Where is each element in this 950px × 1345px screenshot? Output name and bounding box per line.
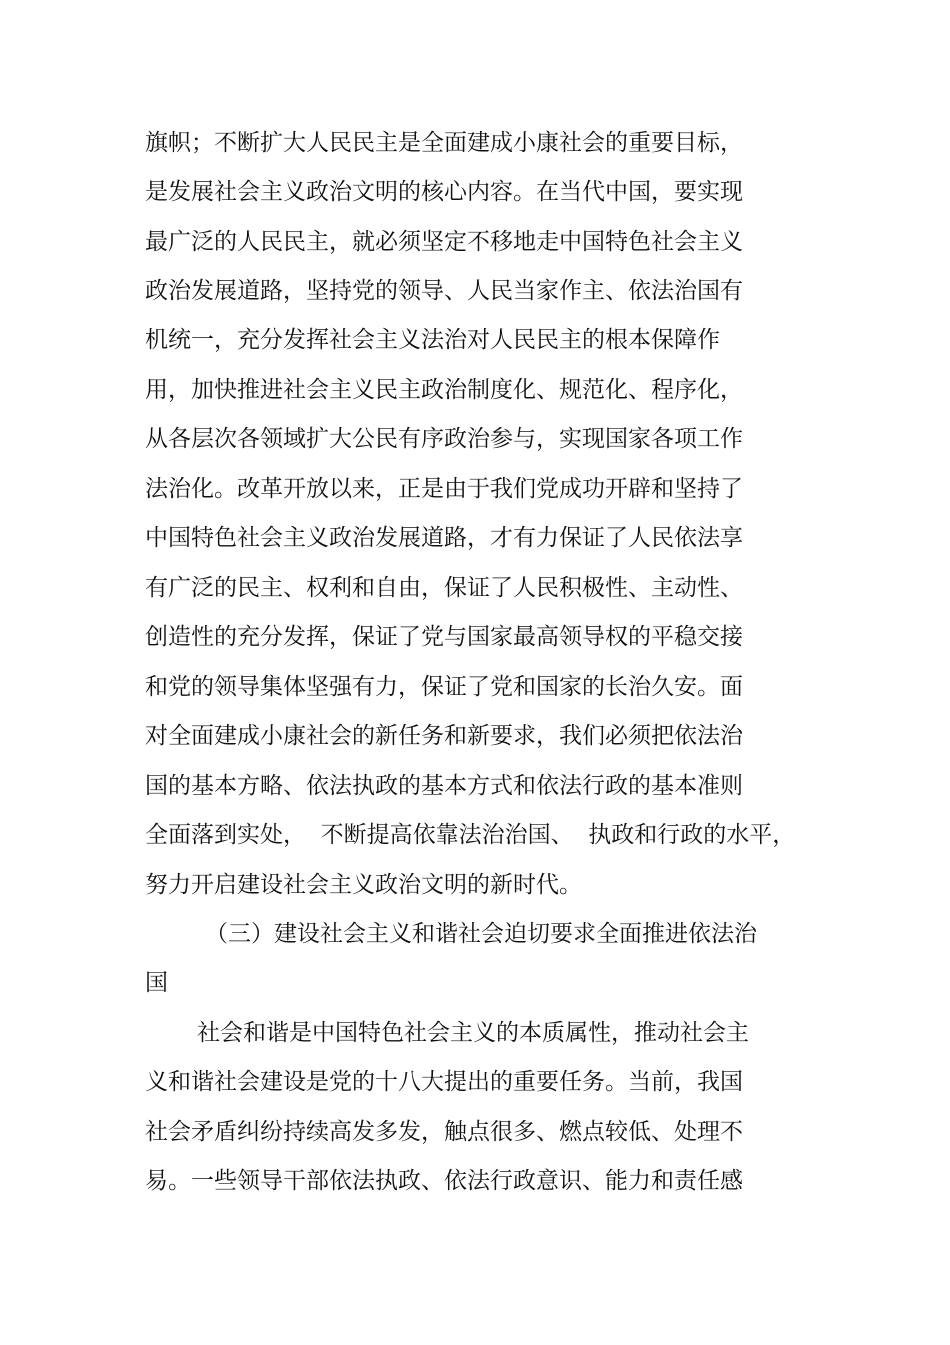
text-line: 从各层次各领域扩大公民有序政治参与，实现国家各项工作 — [145, 426, 743, 452]
text-line: 政治发展道路，坚持党的领导、人民当家作主、依法治国有 — [145, 278, 743, 304]
text-line: 用，加快推进社会主义民主政治制度化、规范化、程序化， — [145, 377, 743, 403]
text-line: 最广泛的人民民主，就必须坚定不移地走中国特色社会主义 — [145, 229, 743, 255]
text-line: 有广泛的民主、权利和自由，保证了人民积极性、主动性、 — [145, 575, 743, 601]
text-line: 法治化。改革开放以来，正是由于我们党成功开辟和坚持了 — [145, 476, 743, 502]
text-line: 全面落到实处， 不断提高依靠法治治国、 执政和行政的水平， — [145, 822, 796, 848]
text-line: 努力开启建设社会主义政治文明的新时代。 — [145, 872, 582, 898]
text-line: 和党的领导集体坚强有力，保证了党和国家的长治久安。面 — [145, 674, 743, 700]
text-line: 中国特色社会主义政治发展道路，才有力保证了人民依法享 — [145, 525, 743, 551]
text-line: 旗帜；不断扩大人民民主是全面建成小康社会的重要目标， — [145, 130, 743, 156]
text-line: 社会矛盾纠纷持续高发多发，触点很多、燃点较低、处理不 — [145, 1119, 743, 1145]
section-heading-continuation: 国 — [145, 970, 168, 996]
paragraph-first-line: 社会和谐是中国特色社会主义的本质属性，推动社会主 — [197, 1020, 749, 1046]
section-heading: （三）建设社会主义和谐社会迫切要求全面推进依法治 — [205, 921, 757, 947]
text-line: 是发展社会主义政治文明的核心内容。在当代中国，要实现 — [145, 179, 743, 205]
text-line: 易。一些领导干部依法执政、依法行政意识、能力和责任感 — [145, 1168, 743, 1194]
text-line: 机统一，充分发挥社会主义法治对人民民主的根本保障作 — [145, 327, 720, 353]
text-line: 创造性的充分发挥，保证了党与国家最高领导权的平稳交接 — [145, 624, 743, 650]
text-line: 义和谐社会建设是党的十八大提出的重要任务。当前，我国 — [145, 1069, 743, 1095]
text-line: 对全面建成小康社会的新任务和新要求，我们必须把依法治 — [145, 723, 743, 749]
text-line: 国的基本方略、依法执政的基本方式和依法行政的基本准则 — [145, 773, 743, 799]
